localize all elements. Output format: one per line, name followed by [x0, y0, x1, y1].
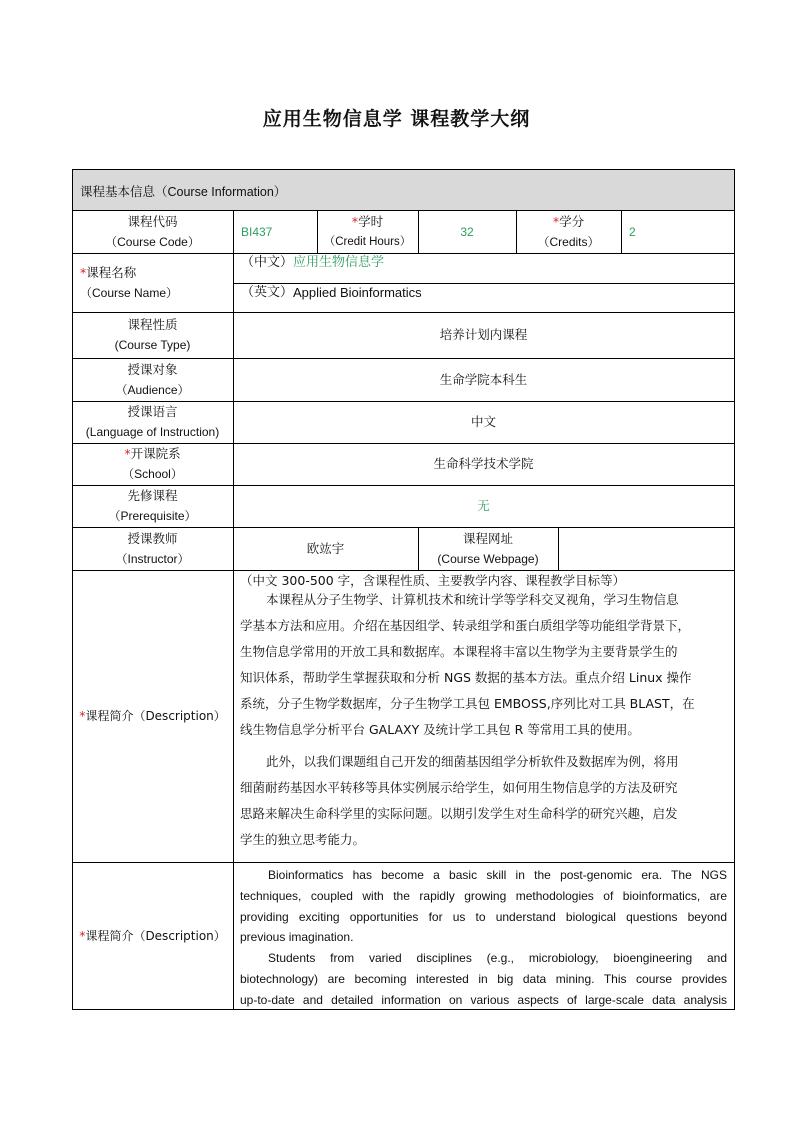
course-code-value: BI437 [241, 224, 273, 239]
instructor-label: 授课教师 （Instructor） [115, 530, 190, 566]
text-line: biotechnology) are becoming interested in big data mining. This course provides [240, 971, 727, 986]
text-line: providing exciting opportunities for us to understand biological questions beyond [240, 909, 727, 924]
text-line: 线生物信息学分析平台 GALAXY 及统计学工具包 R 等常用工具的使用。 [240, 722, 640, 737]
course-name-cn: （中文） 应用生物信息学 [241, 255, 385, 270]
course-type-label: 课程性质 (Course Type) [114, 317, 191, 352]
credits-label: *学分 （Credits） [537, 213, 600, 249]
audience-label: 授课对象 （Audience） [115, 361, 190, 397]
text-line: 知识体系，帮助学生掌握获取和分析 NGS 数据的基本方法。重点介绍 Linux 操作 [240, 670, 692, 685]
description-en-text [240, 865, 727, 1011]
instructor-value: 欧竑宇 [306, 540, 345, 556]
school-label: *开课院系 （School） [122, 446, 183, 481]
course-type-value: 培养计划内课程 [439, 327, 528, 342]
text-line: 思路来解决生命科学里的实际问题。以期引发学生对生命科学的研究兴趣，启发 [240, 806, 678, 821]
text-line: up-to-date and detailed information on various aspects of large-scale data analysis [240, 992, 727, 1007]
course-name-en: （英文） Applied Bioinformatics [241, 285, 422, 300]
text-line: 本课程从分子生物学、计算机技术和统计学等学科交叉视角，学习生物信息 [266, 592, 679, 607]
text-line: 学生的独立思考能力。 [240, 832, 366, 847]
text-line: Students from varied disciplines (e.g., microbiology, bioengineering and [268, 951, 727, 966]
text-line: techniques, coupled with the rapidly growing methodologies of bioinformatics, are [240, 888, 727, 903]
school-value: 生命科学技术学院 [433, 456, 534, 471]
credit-hours-label: *学时 （Credit Hours） [323, 213, 412, 248]
text-line: previous imagination. [240, 930, 354, 945]
course-webpage-value[interactable] [558, 527, 734, 570]
course-name-label: *课程名称 （Course Name） [80, 264, 179, 300]
text-line: 学基本方法和应用。介绍在基因组学、转录组学和蛋白质组学等功能组学背景下， [240, 618, 691, 633]
description-cn-label: * 课程简介（Description） [79, 708, 226, 723]
description-cn-paragraph-1 [240, 587, 727, 743]
description-cn-paragraph-2 [240, 749, 727, 853]
page-title: 应用生物信息学 课程教学大纲 [262, 108, 531, 130]
credits-value: 2 [629, 224, 636, 239]
audience-value: 生命学院本科生 [439, 371, 528, 387]
prerequisite-label: 先修课程 （Prerequisite） [108, 488, 197, 523]
text-line: 生物信息学常用的开放工具和数据库。本课程将丰富以生物学为主要背景学生的 [240, 644, 678, 659]
language-label: 授课语言 (Language of Instruction) [85, 404, 220, 439]
table-header-label: 课程基本信息（Course Information） [80, 185, 287, 199]
text-line: 此外，以我们课题组自己开发的细菌基因组学分析软件及数据库为例，将用 [266, 754, 679, 769]
prerequisite-value: 无 [477, 498, 490, 513]
course-webpage-label: 课程网址 (Course Webpage) [437, 530, 539, 566]
course-code-label: 课程代码 （Course Code） [105, 213, 200, 249]
text-line: 细菌耐药基因水平转移等具体实例展示给学生，如何用生物信息学的方法及研究 [240, 780, 678, 795]
description-cn-note: （中文 300-500 字，含课程性质、主要教学内容、课程教学目标等） [240, 573, 626, 588]
language-value: 中文 [470, 414, 496, 429]
text-line: 系统，分子生物学数据库，分子生物学工具包 EMBOSS,序列比对工具 BLAST，在 [240, 696, 695, 711]
description-en-label: * 课程简介（Description） [79, 927, 226, 943]
text-line: Bioinformatics has become a basic skill in the post-genomic era. The NGS [268, 868, 727, 882]
credit-hours-value: 32 [460, 224, 474, 239]
